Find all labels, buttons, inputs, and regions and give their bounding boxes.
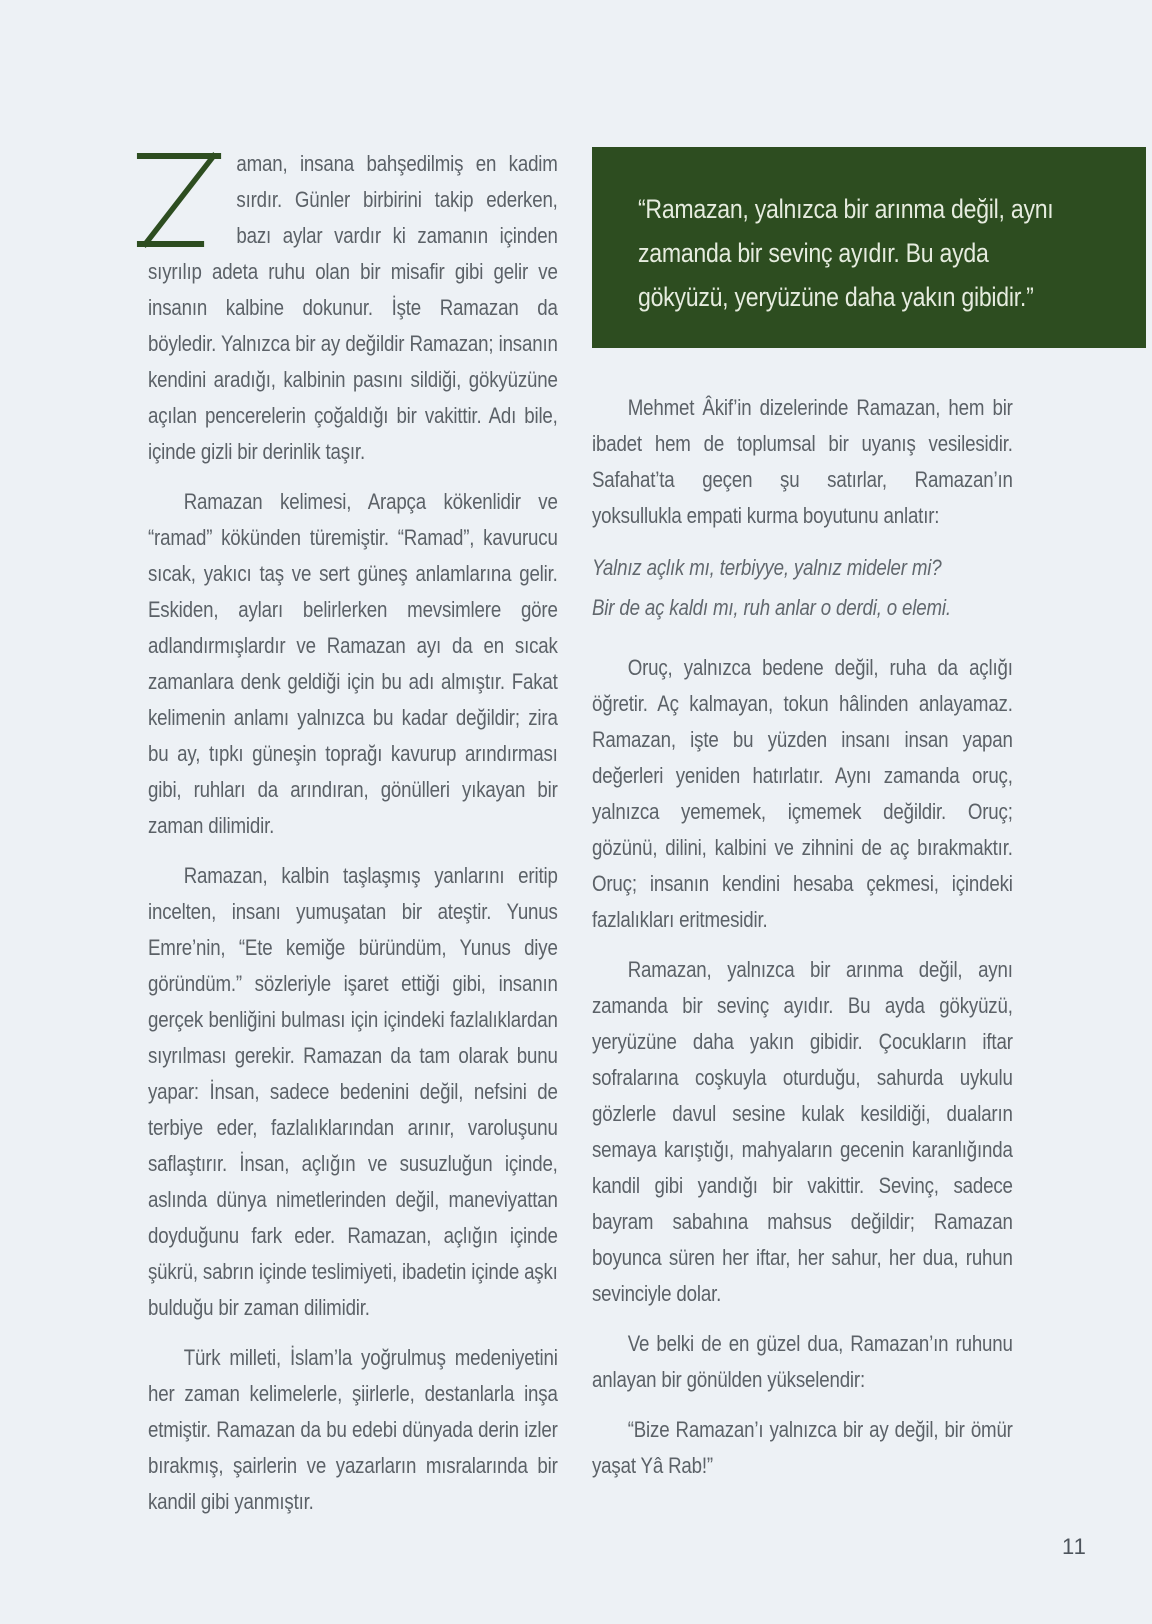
poem-line: Yalnız açlık mı, terbiyye, yalnız mideler mi?	[592, 555, 942, 580]
article-paragraph: Ve belki de en güzel dua, Ramazan’ın ruhunu anlayan bir gönülden yükselendir:	[592, 1331, 1013, 1392]
article-paragraph: Ramazan, yalnızca bir arınma değil, aynı zamanda bir sevinç ayıdır. Bu ayda gökyüzü, yeryüzüne daha yakın gibidir. Çocukların iftar sofralarına coşkuyla oturduğu, sahurda uykulu gözlerle davul sesine kulak kesildiği, duaların semaya karıştığı, mahyaların gecenin karanlığında kandil gibi yandığı bir vakittir. Sevinç, sadece bayram sabahına mahsus değildir; Ramazan boyunca süren her iftar, her sahur, her dua, ruhun sevinciyle dolar.	[592, 957, 1013, 1306]
article-paragraph: Ramazan kelimesi, Arapça kökenlidir ve “ramad” kökünden türemiştir. “Ramad”, kavurucu sıcak, yakıcı taş ve sert güneş anlamlarına gelir. Eskiden, ayları belirlerken mevsimlere göre adlandırmışlardır ve Ramazan ayı da en sıcak zamanlara denk geldiği için bu adı almıştır. Fakat kelimenin anlamı yalnızca bu kadar değildir; zira bu ay, tıpkı güneşin toprağı kavurup arındırması gibi, ruhları da arındıran, gönülleri yıkayan bir zaman dilimidir.	[148, 489, 558, 838]
article-paragraph	[148, 146, 558, 470]
drop-cap-z-icon	[133, 150, 225, 250]
article-paragraph: Mehmet Âkif’in dizelerinde Ramazan, hem bir ibadet hem de toplumsal bir uyanış vesilesidir. Safahat’ta geçen şu satırlar, Ramazan’ın yoksullukla empati kurma boyutunu anlatır:	[592, 395, 1013, 528]
article-paragraph: “Bize Ramazan’ı yalnızca bir ay değil, bir ömür yaşat Yâ Rab!”	[592, 1417, 1013, 1478]
article-paragraph: Türk milleti, İslam’la yoğrulmuş medeniyetini her zaman kelimelerle, şiirlerle, destanlarla inşa etmiştir. Ramazan da bu edebi dünyada derin izler bırakmış, şairlerin ve yazarların mısralarında bir kandil gibi yanmıştır.	[148, 1345, 558, 1514]
poem-couplet	[592, 548, 1013, 628]
page-number: 11	[1062, 1534, 1087, 1559]
drop-cap-letter	[133, 250, 134, 251]
poem-line: Bir de aç kaldı mı, ruh anlar o derdi, o elemi.	[592, 595, 951, 620]
right-column	[592, 390, 1013, 1484]
left-column	[148, 146, 558, 1520]
article-paragraph: Oruç, yalnızca bedene değil, ruha da açlığı öğretir. Aç kalmayan, tokun hâlinden anlayamaz. Ramazan, işte bu yüzden insanı insan yapan değerleri yeniden hatırlatır. Aynı zamanda oruç, yalnızca yememek, içmemek değildir. Oruç; gözünü, dilini, kalbini ve zihnini de aç bırakmaktır. Oruç; insanın kendini hesaba çekmesi, içindeki fazlalıkları eritmesidir.	[592, 655, 1013, 932]
paragraph-text: aman, insana bahşedilmiş en kadim sırdır. Günler birbirini takip ederken, bazı aylar vardır ki zamanın içinden sıyrılıp adeta ruhu olan bir misafir gibi gelir ve insanın kalbine dokunur. İşte Ramazan da böyledir. Yalnızca bir ay değildir Ramazan; insanın kendini aradığı, kalbinin pasını sildiği, gökyüzüne açılan pencerelerin çoğaldığı bir vakittir. Adı bile, içinde gizli bir derinlik taşır.	[148, 151, 558, 464]
article-paragraph: Ramazan, kalbin taşlaşmış yanlarını eritip incelten, insanı yumuşatan bir ateştir. Yunus Emre’nin, “Ete kemiğe büründüm, Yunus diye göründüm.” sözleriyle işaret ettiği gibi, insanın gerçek benliğini bulması için içindeki fazlalıklardan sıyrılması gerekir. Ramazan da tam olarak bunu yapar: İnsan, sadece bedenini değil, nefsini de terbiye eder, fazlalıklarından arınır, varoluşunu saflaştırır. İnsan, açlığın ve susuzluğun içinde, aslında dünya nimetlerinden değil, maneviyattan doyduğunu fark eder. Ramazan, açlığın içinde şükrü, sabrın içinde teslimiyeti, ibadetin içinde aşkı bulduğu bir zaman dilimidir.	[148, 863, 558, 1320]
pull-quote-text: “Ramazan, yalnızca bir arınma değil, aynı zamanda bir sevinç ayıdır. Bu ayda gökyüzü, yeryüzüne daha yakın gibidir.”	[638, 194, 1054, 312]
pull-quote-box	[592, 147, 1146, 348]
